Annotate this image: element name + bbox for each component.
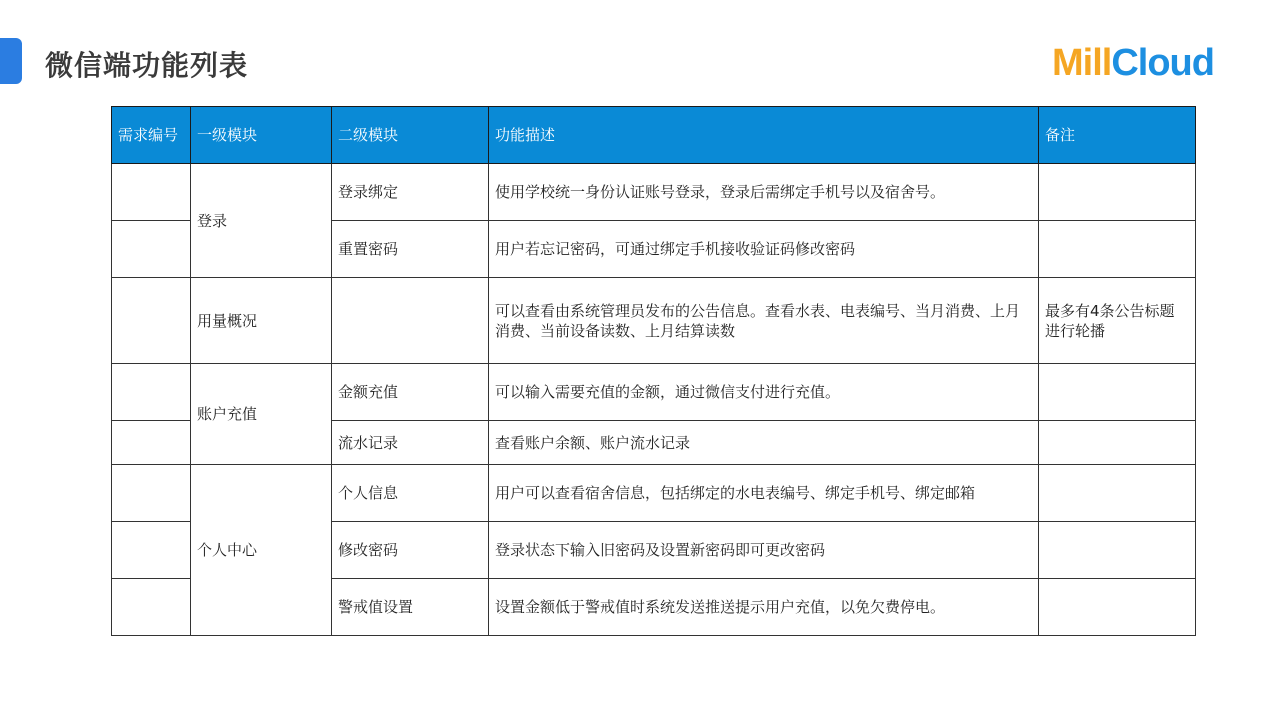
description-cell: 可以查看由系统管理员发布的公告信息。查看水表、电表编号、当月消费、上月消费、当前设备读数、上月结算读数 xyxy=(489,278,1039,364)
table-row xyxy=(112,465,1196,522)
note-cell xyxy=(1039,221,1196,278)
module-cell-recharge: 账户充值 xyxy=(191,364,332,465)
table-row xyxy=(112,278,1196,364)
millcloud-logo: MillCloud xyxy=(1052,42,1214,84)
req-id-cell xyxy=(112,465,191,522)
submodule-cell: 流水记录 xyxy=(332,421,489,465)
table-header-row xyxy=(112,107,1196,164)
module-cell-usage: 用量概况 xyxy=(191,278,332,364)
req-id-cell xyxy=(112,579,191,636)
req-id-cell xyxy=(112,221,191,278)
note-cell xyxy=(1039,164,1196,221)
description-cell: 设置金额低于警戒值时系统发送推送提示用户充值，以免欠费停电。 xyxy=(489,579,1039,636)
module-cell-personal: 个人中心 xyxy=(191,465,332,636)
description-cell: 使用学校统一身份认证账号登录，登录后需绑定手机号以及宿舍号。 xyxy=(489,164,1039,221)
note-cell xyxy=(1039,579,1196,636)
req-id-cell xyxy=(112,278,191,364)
table-row xyxy=(112,364,1196,421)
title-accent-bar xyxy=(0,38,22,84)
description-cell: 用户若忘记密码，可通过绑定手机接收验证码修改密码 xyxy=(489,221,1039,278)
module-cell-login: 登录 xyxy=(191,164,332,278)
column-header-module: 一级模块 xyxy=(191,107,332,164)
description-cell: 查看账户余额、账户流水记录 xyxy=(489,421,1039,465)
note-cell xyxy=(1039,465,1196,522)
submodule-cell: 个人信息 xyxy=(332,465,489,522)
description-cell: 用户可以查看宿舍信息，包括绑定的水电表编号、绑定手机号、绑定邮箱 xyxy=(489,465,1039,522)
page-title: 微信端功能列表 xyxy=(45,49,249,82)
req-id-cell xyxy=(112,421,191,465)
note-cell xyxy=(1039,364,1196,421)
req-id-cell xyxy=(112,364,191,421)
column-header-note: 备注 xyxy=(1039,107,1196,164)
feature-table xyxy=(111,106,1196,636)
submodule-cell: 登录绑定 xyxy=(332,164,489,221)
column-header-id: 需求编号 xyxy=(112,107,191,164)
note-cell xyxy=(1039,522,1196,579)
submodule-cell: 金额充值 xyxy=(332,364,489,421)
note-cell: 最多有4条公告标题进行轮播 xyxy=(1039,278,1196,364)
column-header-description: 功能描述 xyxy=(489,107,1039,164)
submodule-cell: 警戒值设置 xyxy=(332,579,489,636)
req-id-cell xyxy=(112,522,191,579)
table-row xyxy=(112,164,1196,221)
description-cell: 可以输入需要充值的金额，通过微信支付进行充值。 xyxy=(489,364,1039,421)
description-cell: 登录状态下输入旧密码及设置新密码即可更改密码 xyxy=(489,522,1039,579)
req-id-cell xyxy=(112,164,191,221)
column-header-submodule: 二级模块 xyxy=(332,107,489,164)
submodule-cell xyxy=(332,278,489,364)
submodule-cell: 重置密码 xyxy=(332,221,489,278)
submodule-cell: 修改密码 xyxy=(332,522,489,579)
note-cell xyxy=(1039,421,1196,465)
